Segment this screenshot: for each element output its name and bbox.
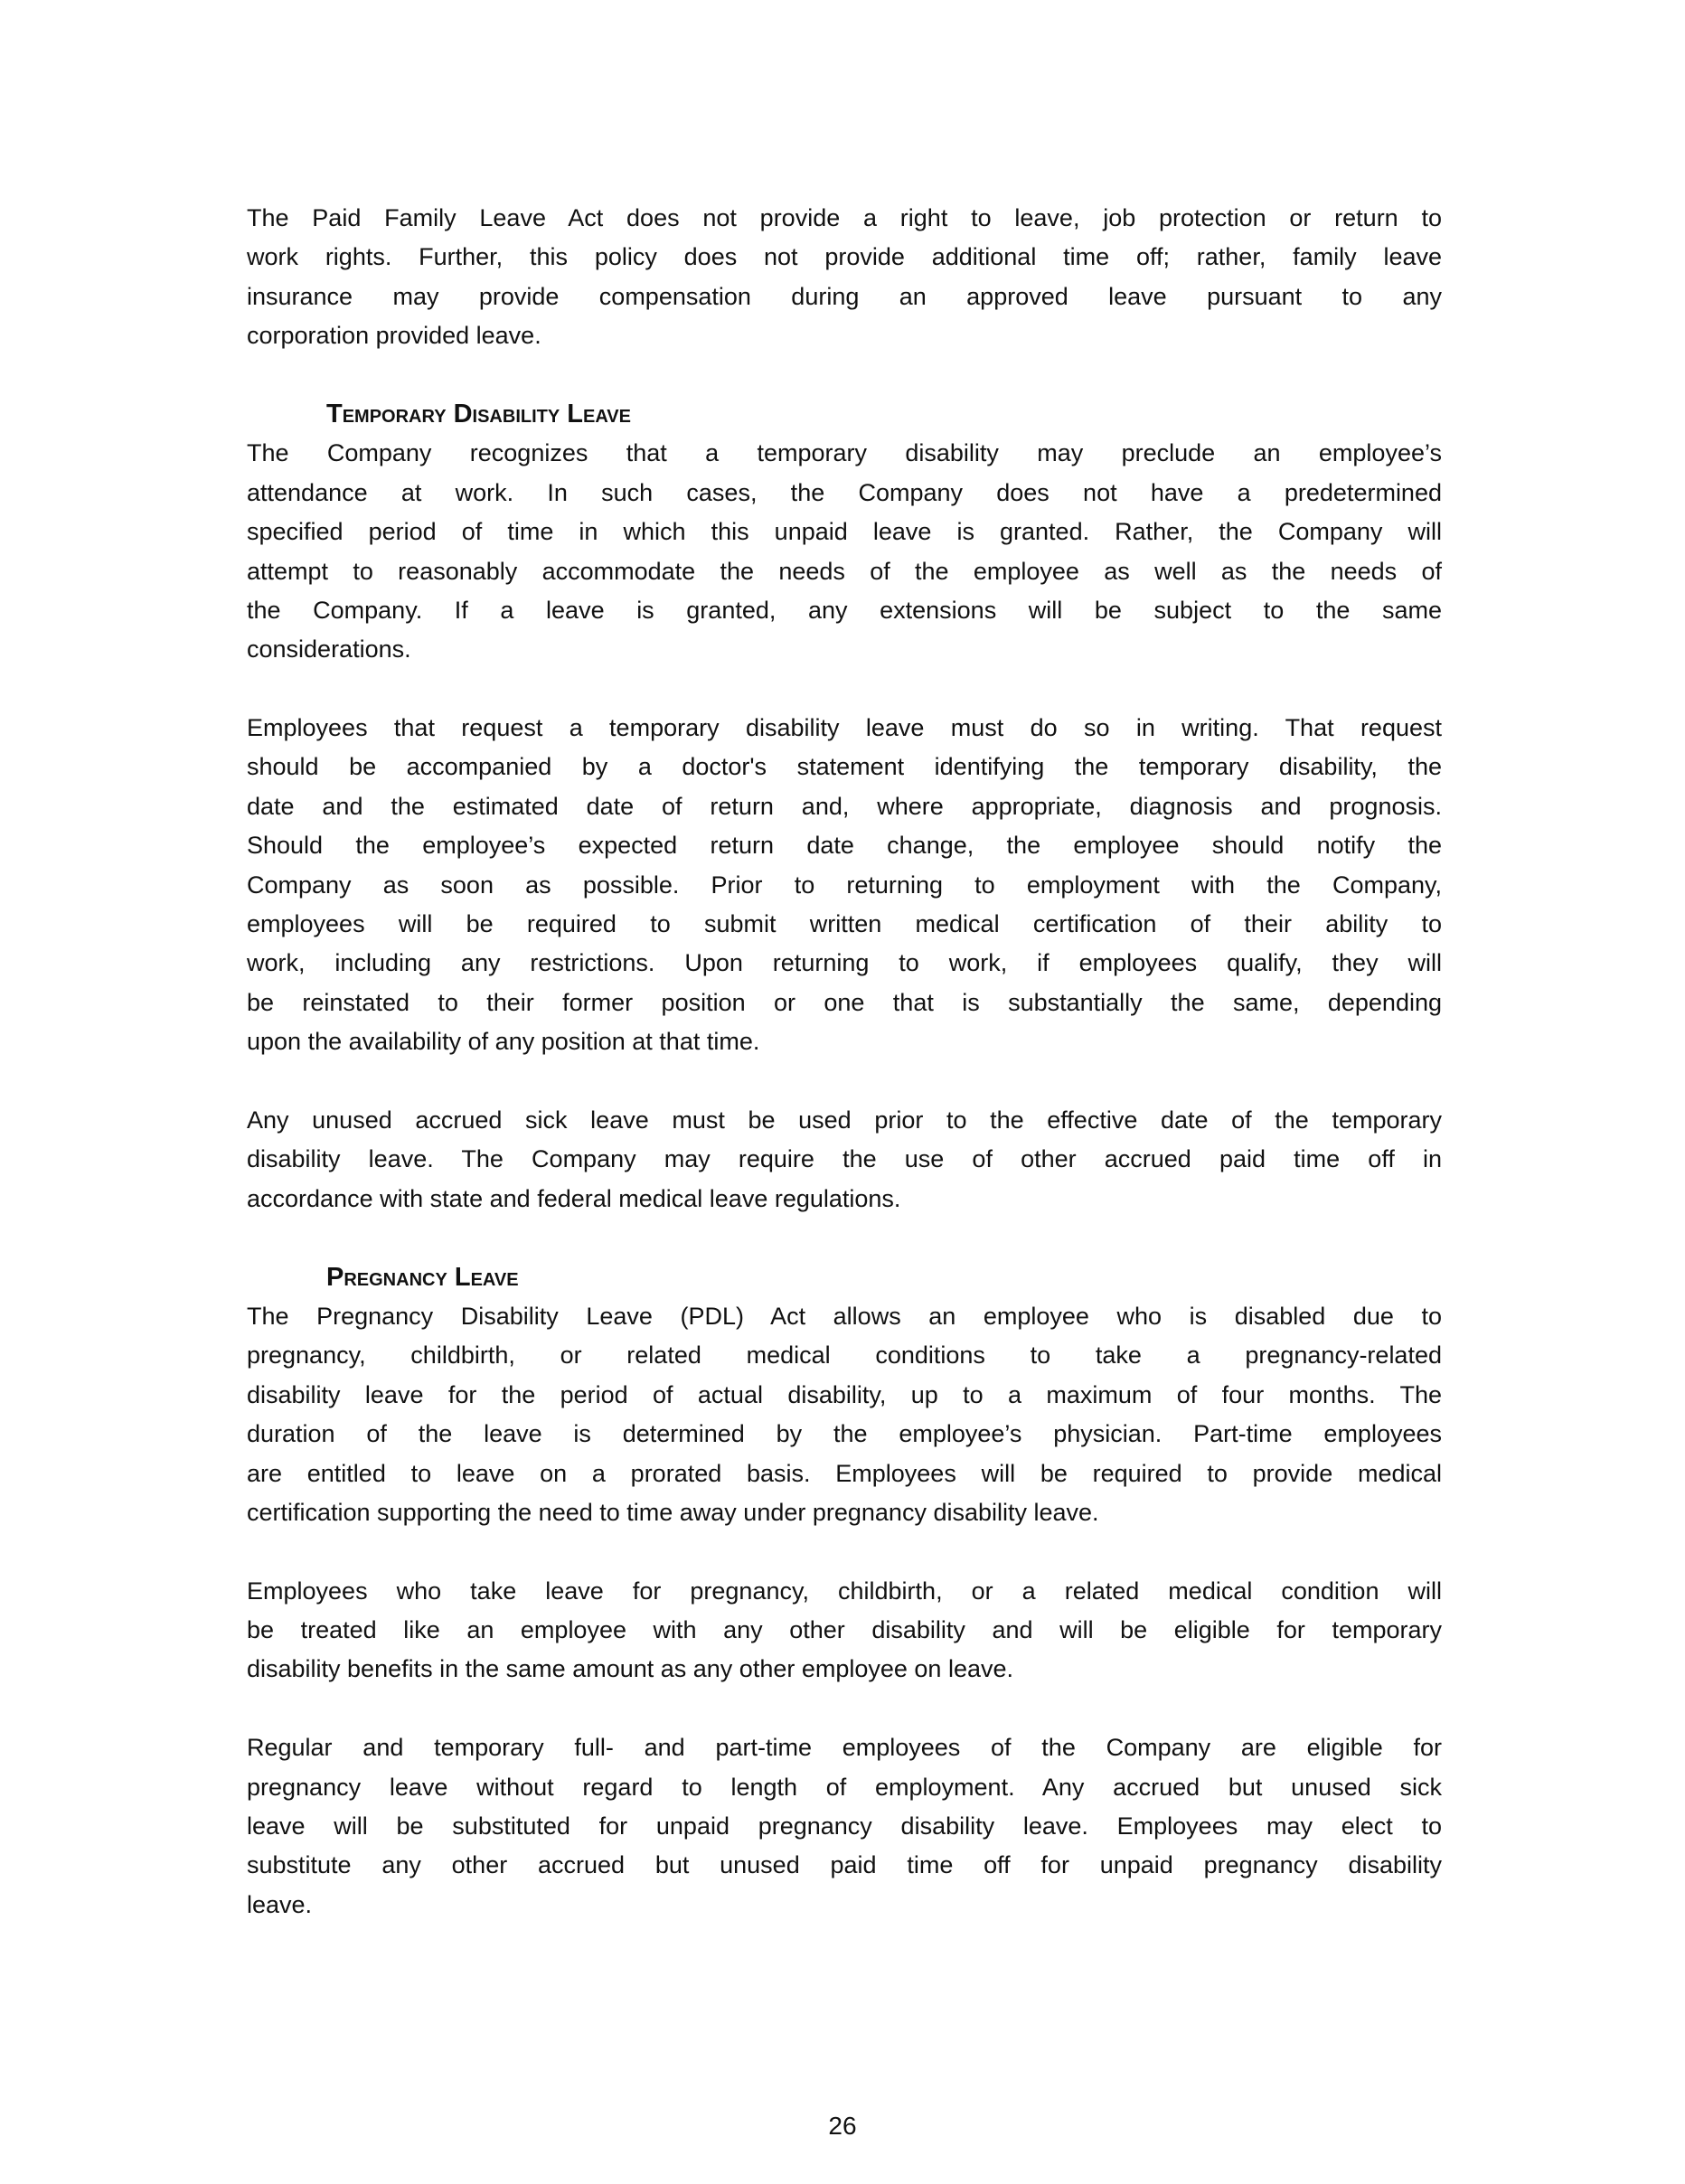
text-line: The Paid Family Leave Act does not provide a right to leave, job protection or return to bbox=[247, 204, 1442, 231]
paragraph-gap bbox=[247, 1690, 1442, 1728]
text-line: work rights. Further, this policy does not provide additional time off; rather, family leave bbox=[247, 243, 1442, 271]
document-body bbox=[247, 199, 1442, 1925]
paragraph bbox=[247, 709, 1442, 1062]
paragraph bbox=[247, 434, 1442, 669]
section-heading: Temporary Disability Leave bbox=[326, 399, 631, 428]
text-line: Employees who take leave for pregnancy, childbirth, or a related medical condition will bbox=[247, 1577, 1442, 1605]
text-line: disability leave. The Company may require the use of other accrued paid time off in bbox=[247, 1145, 1442, 1173]
paragraph-gap bbox=[247, 670, 1442, 709]
paragraph bbox=[247, 199, 1442, 356]
page-number: 26 bbox=[828, 2112, 857, 2140]
text-line: be reinstated to their former position or one that is substantially the same, depending bbox=[247, 988, 1442, 1016]
text-line: insurance may provide compensation during an approved leave pursuant to any bbox=[247, 282, 1442, 310]
text-line: attempt to reasonably accommodate the needs of the employee as well as the needs of bbox=[247, 557, 1442, 585]
text-line: disability benefits in the same amount as any other employee on leave. bbox=[247, 1655, 1013, 1683]
text-line: the Company. If a leave is granted, any extensions will be subject to the same bbox=[247, 596, 1442, 624]
paragraph-gap bbox=[247, 1219, 1442, 1257]
text-line: disability leave for the period of actual disability, up to a maximum of four months. The bbox=[247, 1380, 1442, 1408]
text-line: Company as soon as possible. Prior to returning to employment with the Company, bbox=[247, 871, 1442, 899]
text-line: leave will be substituted for unpaid pregnancy disability leave. Employees may elect to bbox=[247, 1812, 1442, 1840]
text-line: employees will be required to submit written medical certification of their ability to bbox=[247, 910, 1442, 938]
paragraph-gap bbox=[247, 1532, 1442, 1571]
section-heading: Pregnancy Leave bbox=[326, 1262, 519, 1292]
paragraph-gap bbox=[247, 1062, 1442, 1101]
paragraph bbox=[247, 1572, 1442, 1690]
text-line: should be accompanied by a doctor's statement identifying the temporary disability, the bbox=[247, 753, 1442, 781]
text-line: leave. bbox=[247, 1890, 313, 1918]
text-line: The Pregnancy Disability Leave (PDL) Act allows an employee who is disabled due to bbox=[247, 1302, 1442, 1330]
text-line: Regular and temporary full- and part-time employees of the Company are eligible for bbox=[247, 1734, 1442, 1762]
text-line: upon the availability of any position at that time. bbox=[247, 1028, 760, 1056]
text-line: certification supporting the need to time away under pregnancy disability leave. bbox=[247, 1498, 1099, 1526]
text-line: considerations. bbox=[247, 635, 411, 664]
text-line: date and the estimated date of return and, where appropriate, diagnosis and prognosis. bbox=[247, 792, 1442, 820]
text-line: corporation provided leave. bbox=[247, 322, 541, 350]
text-line: accordance with state and federal medical leave regulations. bbox=[247, 1184, 901, 1212]
text-line: Should the employee’s expected return date change, the employee should notify the bbox=[247, 832, 1442, 860]
text-line: work, including any restrictions. Upon returning to work, if employees qualify, they will bbox=[247, 949, 1442, 977]
text-line: The Company recognizes that a temporary disability may preclude an employee’s bbox=[247, 439, 1442, 467]
text-line: pregnancy, childbirth, or related medical conditions to take a pregnancy-related bbox=[247, 1341, 1442, 1370]
text-line: are entitled to leave on a prorated basis. Employees will be required to provide medical bbox=[247, 1459, 1442, 1487]
text-line: attendance at work. In such cases, the Company does not have a predetermined bbox=[247, 478, 1442, 506]
text-line: Any unused accrued sick leave must be used prior to the effective date of the temporary bbox=[247, 1106, 1442, 1134]
text-line: Employees that request a temporary disability leave must do so in writing. That request bbox=[247, 714, 1442, 742]
text-line: specified period of time in which this unpaid leave is granted. Rather, the Company will bbox=[247, 518, 1442, 546]
text-line: pregnancy leave without regard to length of employment. Any accrued but unused sick bbox=[247, 1773, 1442, 1801]
paragraph-gap bbox=[247, 356, 1442, 395]
paragraph bbox=[247, 1297, 1442, 1532]
text-line: be treated like an employee with any other disability and will be eligible for temporary bbox=[247, 1616, 1442, 1644]
paragraph bbox=[247, 1101, 1442, 1219]
paragraph bbox=[247, 1728, 1442, 1925]
text-line: duration of the leave is determined by the employee’s physician. Part-time employees bbox=[247, 1420, 1442, 1448]
text-line: substitute any other accrued but unused paid time off for unpaid pregnancy disability bbox=[247, 1851, 1442, 1879]
